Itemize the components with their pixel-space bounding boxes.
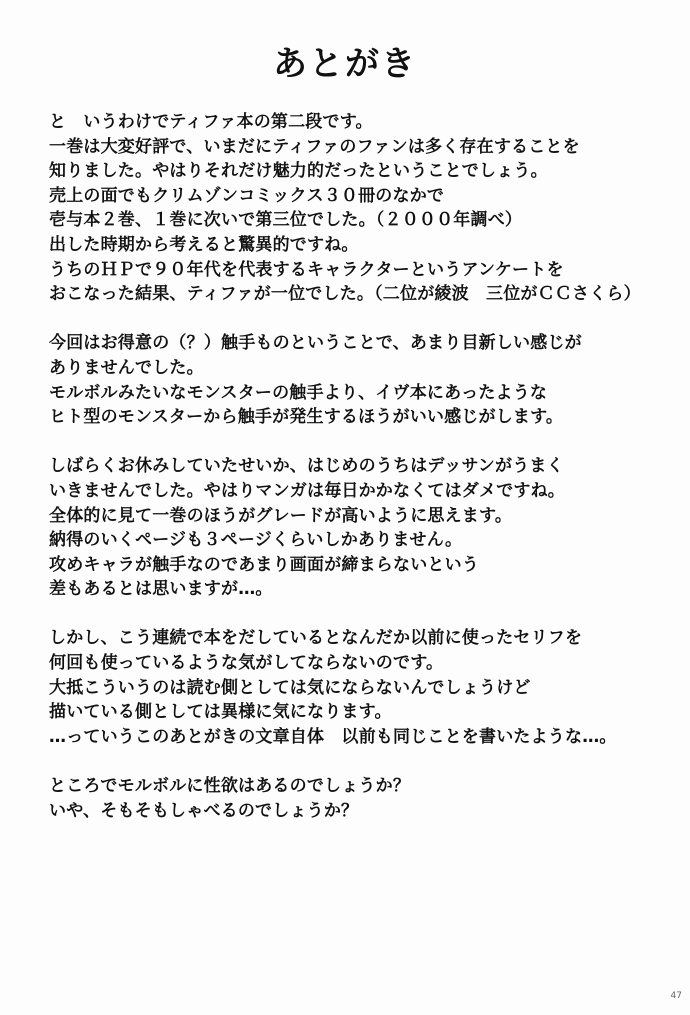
text-line: 差もあるとは思いますが…。 xyxy=(49,579,273,600)
text-line: 壱与本２巻、１巻に次いで第三位でした。（２０００年調べ） xyxy=(49,210,523,231)
text-line: 大抵こういうのは読む側としては気にならないんでしょうけど xyxy=(49,677,531,698)
text-line: おこなった結果、ティファが一位でした。（二位が綾波 三位がＣＣさくら） xyxy=(49,284,641,305)
text-line: 知りました。やはりそれだけ魅力的だったということでしょう。 xyxy=(49,161,548,182)
paragraph-gap xyxy=(49,602,669,627)
text-line: 何回も使っているような気がしてならないのです。 xyxy=(49,653,444,674)
page-number: 47 xyxy=(670,991,682,1001)
text-line: うちのＨＰで９０年代を代表するキャラクターというアンケートを xyxy=(49,259,564,280)
text-line: 売上の面でもクリムゾンコミックス３０冊のなかで xyxy=(49,185,445,206)
text-line: 出した時期から考えると驚異的ですね。 xyxy=(49,234,359,255)
text-line: ありませんでした。 xyxy=(49,357,204,378)
text-line: いきませんでした。やはりマンガは毎日かかなくてはダメですね。 xyxy=(49,480,565,501)
paragraph-5 xyxy=(49,774,669,823)
text-line: しかし、こう連続で本をだしているとなんだか以前に使ったセリフを xyxy=(49,628,583,649)
text-line: 描いている側としては異様に気になります。 xyxy=(49,702,392,723)
text-line: 攻めキャラが触手なのであまり画面が締まらないという xyxy=(49,554,479,575)
text-line: しばらくお休みしていたせいか、はじめのうちはデッサンがうまく xyxy=(49,456,564,477)
page-title: あとがき xyxy=(273,44,417,84)
text-line: …っていうこのあとがきの文章自体 以前も同じことを書いたような…。 xyxy=(49,726,617,747)
text-line: いや、そもそもしゃべるのでしょうか？ xyxy=(49,800,359,821)
paragraph-gap xyxy=(49,749,669,774)
text-line: ヒト型のモンスターから触手が発生するほうがいい感じがします。 xyxy=(49,407,564,428)
text-line: と いうわけでティファ本の第二段です。 xyxy=(49,112,373,132)
paragraph-gap xyxy=(49,430,669,455)
afterword-body xyxy=(49,110,669,823)
text-line: モルボルみたいなモンスターの触手より、イヴ本にあったような xyxy=(49,382,548,403)
text-line: 全体的に見て一巻のほうがグレードが高いように思えます。 xyxy=(49,505,513,526)
paragraph-4 xyxy=(49,626,669,749)
text-line: ところでモルボルに性欲はあるのでしょうか？ xyxy=(49,776,411,797)
text-line: 一巻は大変好評で、いまだにティファのファンは多く存在することを xyxy=(49,136,580,157)
paragraph-1 xyxy=(49,110,669,307)
paragraph-3 xyxy=(49,454,669,602)
paragraph-gap xyxy=(49,307,669,332)
paragraph-2 xyxy=(49,331,669,429)
text-line: 納得のいくページも３ページくらいしかありません。 xyxy=(49,530,463,551)
text-line: 今回はお得意の（？）触手ものということで、あまり目新しい感じが xyxy=(49,333,582,354)
